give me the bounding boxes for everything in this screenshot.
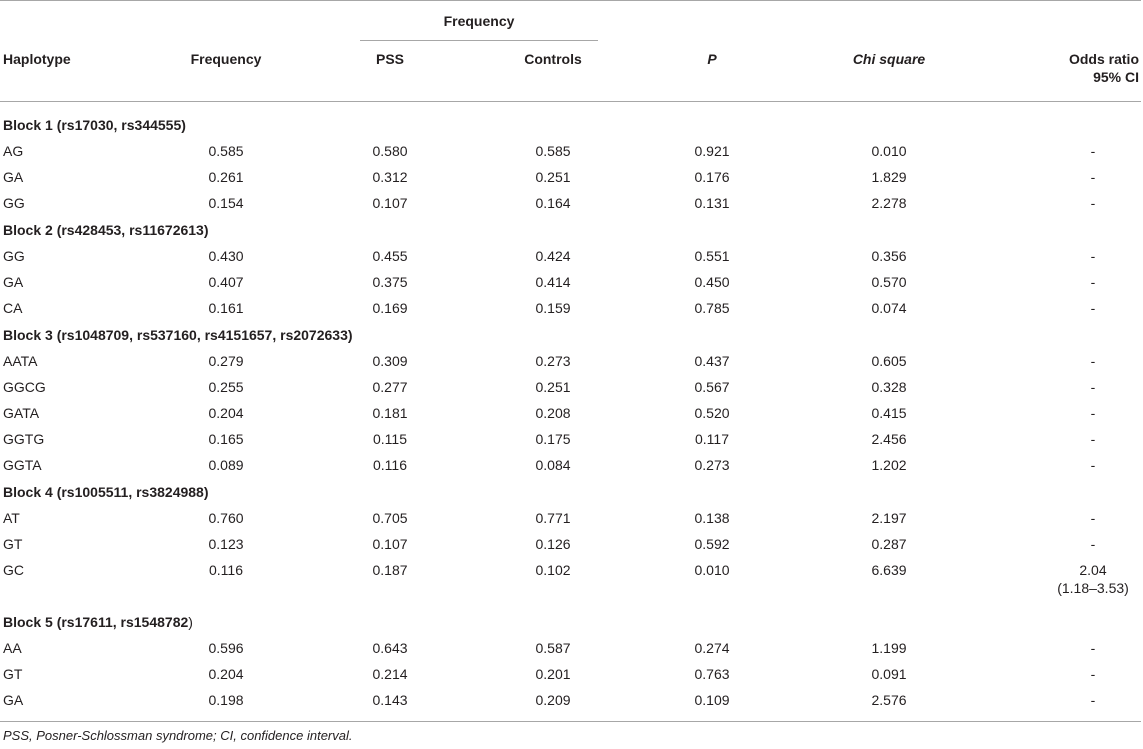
p-value-cell: 0.109 (694, 692, 730, 708)
table-top-rule (0, 0, 1141, 1)
header-chi-square: Chi square (852, 51, 926, 67)
controls-cell: 0.159 (535, 300, 571, 316)
header-frequency: Frequency (190, 51, 262, 67)
block-3-title (3, 327, 353, 344)
controls-cell: 0.587 (535, 640, 571, 656)
p-value-cell: 0.273 (694, 457, 730, 473)
header-controls: Controls (524, 51, 582, 67)
odds-ratio-cell: 2.04 (1079, 562, 1107, 578)
chi-square-cell: 0.570 (871, 274, 907, 290)
frequency-cell: 0.154 (208, 195, 244, 211)
odds-ratio-cell: - (1090, 640, 1096, 656)
controls-cell: 0.424 (535, 248, 571, 264)
p-value-cell: 0.274 (694, 640, 730, 656)
controls-cell: 0.208 (535, 405, 571, 421)
odds-ratio-ci-cell: (1.18–3.53) (1057, 580, 1129, 596)
chi-square-cell: 2.278 (871, 195, 907, 211)
odds-ratio-cell: - (1090, 457, 1096, 473)
p-value-cell: 0.117 (695, 431, 729, 447)
frequency-cell: 0.760 (208, 510, 244, 526)
frequency-cell: 0.123 (208, 536, 244, 552)
odds-ratio-cell: - (1090, 431, 1096, 447)
haplotype-cell: AG (3, 143, 24, 159)
footnote: PSS, Posner-Schlossman syndrome; CI, confidence interval. (3, 728, 353, 743)
header-odds-ratio: Odds ratio (1068, 51, 1139, 67)
frequency-cell: 0.407 (208, 274, 244, 290)
block-1-title (3, 117, 186, 134)
p-value-cell: 0.138 (694, 510, 730, 526)
p-value-cell: 0.131 (694, 195, 730, 211)
header-frequency-group: Frequency (443, 13, 515, 29)
chi-square-cell: 2.456 (871, 431, 907, 447)
haplotype-cell: AT (3, 510, 20, 526)
controls-cell: 0.164 (535, 195, 571, 211)
p-value-cell: 0.450 (694, 274, 730, 290)
header-p: P (707, 51, 717, 67)
controls-cell: 0.126 (535, 536, 571, 552)
p-value-cell: 0.176 (694, 169, 730, 185)
odds-ratio-cell: - (1090, 692, 1096, 708)
pss-cell: 0.107 (372, 195, 408, 211)
chi-square-cell: 0.356 (871, 248, 907, 264)
table-bottom-rule (0, 721, 1141, 722)
chi-square-cell: 0.415 (871, 405, 907, 421)
chi-square-cell: 0.074 (871, 300, 907, 316)
frequency-cell: 0.165 (208, 431, 244, 447)
haplotype-cell: GA (3, 274, 24, 290)
pss-cell: 0.169 (372, 300, 408, 316)
frequency-cell: 0.116 (209, 562, 243, 578)
frequency-cell: 0.089 (208, 457, 244, 473)
pss-cell: 0.115 (373, 431, 407, 447)
controls-cell: 0.585 (535, 143, 571, 159)
pss-cell: 0.277 (372, 379, 408, 395)
block-5-title (3, 614, 193, 631)
odds-ratio-cell: - (1090, 169, 1096, 185)
chi-square-cell: 1.199 (871, 640, 907, 656)
haplotype-cell: GG (3, 195, 25, 211)
haplotype-cell: CA (3, 300, 23, 316)
block-title-text: Block 2 (rs428453, rs11672613) (3, 222, 209, 238)
p-value-cell: 0.520 (694, 405, 730, 421)
controls-cell: 0.201 (535, 666, 571, 682)
odds-ratio-cell: - (1090, 536, 1096, 552)
frequency-cell: 0.204 (208, 666, 244, 682)
controls-cell: 0.771 (535, 510, 571, 526)
haplotype-cell: GGTA (3, 457, 42, 473)
block-title-text: Block 4 (rs1005511, rs3824988) (3, 484, 209, 500)
header-group-rule (360, 40, 598, 41)
block-title-text: Block 3 (rs1048709, rs537160, rs4151657, rs2072633) (3, 327, 353, 343)
odds-ratio-cell: - (1090, 143, 1096, 159)
pss-cell: 0.181 (372, 405, 408, 421)
chi-square-cell: 2.197 (871, 510, 907, 526)
header-bottom-rule (0, 101, 1141, 102)
controls-cell: 0.209 (535, 692, 571, 708)
chi-square-cell: 1.829 (871, 169, 907, 185)
haplotype-cell: GG (3, 248, 25, 264)
odds-ratio-cell: - (1090, 248, 1096, 264)
controls-cell: 0.175 (535, 431, 571, 447)
frequency-cell: 0.204 (208, 405, 244, 421)
block-2-title (3, 222, 209, 239)
haplotype-cell: GT (3, 666, 23, 682)
pss-cell: 0.705 (372, 510, 408, 526)
controls-cell: 0.251 (535, 379, 571, 395)
chi-square-cell: 2.576 (871, 692, 907, 708)
p-value-cell: 0.785 (694, 300, 730, 316)
haplotype-cell: GA (3, 169, 24, 185)
chi-square-cell: 0.010 (871, 143, 907, 159)
pss-cell: 0.143 (372, 692, 408, 708)
p-value-cell: 0.437 (694, 353, 730, 369)
frequency-cell: 0.430 (208, 248, 244, 264)
frequency-cell: 0.596 (208, 640, 244, 656)
haplotype-cell: AA (3, 640, 22, 656)
controls-cell: 0.084 (535, 457, 571, 473)
haplotype-cell: GA (3, 692, 24, 708)
pss-cell: 0.116 (373, 457, 407, 473)
frequency-cell: 0.198 (208, 692, 244, 708)
controls-cell: 0.251 (535, 169, 571, 185)
controls-cell: 0.414 (535, 274, 571, 290)
odds-ratio-cell: - (1090, 353, 1096, 369)
p-value-cell: 0.921 (694, 143, 730, 159)
frequency-cell: 0.279 (208, 353, 244, 369)
p-value-cell: 0.592 (694, 536, 730, 552)
p-value-cell: 0.010 (694, 562, 730, 578)
block-title-text: Block 1 (rs17030, rs344555) (3, 117, 186, 133)
odds-ratio-cell: - (1090, 379, 1096, 395)
pss-cell: 0.375 (372, 274, 408, 290)
chi-square-cell: 0.605 (871, 353, 907, 369)
chi-square-cell: 0.287 (871, 536, 907, 552)
pss-cell: 0.187 (372, 562, 408, 578)
block-4-title (3, 484, 209, 501)
odds-ratio-cell: - (1090, 405, 1096, 421)
frequency-cell: 0.585 (208, 143, 244, 159)
frequency-cell: 0.161 (208, 300, 244, 316)
p-value-cell: 0.763 (694, 666, 730, 682)
odds-ratio-cell: - (1090, 300, 1096, 316)
haplotype-cell: GATA (3, 405, 40, 421)
haplotype-cell: AATA (3, 353, 38, 369)
header-odds-ratio-ci: 95% CI (1093, 69, 1139, 85)
haplotype-cell: GC (3, 562, 24, 578)
haplotype-cell: GGCG (3, 379, 46, 395)
odds-ratio-cell: - (1090, 666, 1096, 682)
odds-ratio-cell: - (1090, 195, 1096, 211)
header-haplotype: Haplotype (3, 51, 71, 67)
pss-cell: 0.312 (372, 169, 408, 185)
block-title-suffix: ) (188, 614, 193, 630)
chi-square-cell: 0.328 (871, 379, 907, 395)
chi-square-cell: 0.091 (871, 666, 907, 682)
chi-square-cell: 1.202 (871, 457, 907, 473)
header-pss: PSS (375, 51, 405, 67)
haplotype-cell: GGTG (3, 431, 45, 447)
haplotype-cell: GT (3, 536, 23, 552)
frequency-cell: 0.261 (208, 169, 244, 185)
p-value-cell: 0.567 (694, 379, 730, 395)
pss-cell: 0.643 (372, 640, 408, 656)
controls-cell: 0.102 (535, 562, 571, 578)
chi-square-cell: 6.639 (871, 562, 907, 578)
pss-cell: 0.107 (372, 536, 408, 552)
odds-ratio-cell: - (1090, 274, 1096, 290)
block-title-text: Block 5 (rs17611, rs1548782 (3, 614, 189, 630)
pss-cell: 0.455 (372, 248, 408, 264)
p-value-cell: 0.551 (694, 248, 730, 264)
pss-cell: 0.214 (372, 666, 408, 682)
controls-cell: 0.273 (535, 353, 571, 369)
odds-ratio-cell: - (1090, 510, 1096, 526)
frequency-cell: 0.255 (208, 379, 244, 395)
pss-cell: 0.309 (372, 353, 408, 369)
pss-cell: 0.580 (372, 143, 408, 159)
